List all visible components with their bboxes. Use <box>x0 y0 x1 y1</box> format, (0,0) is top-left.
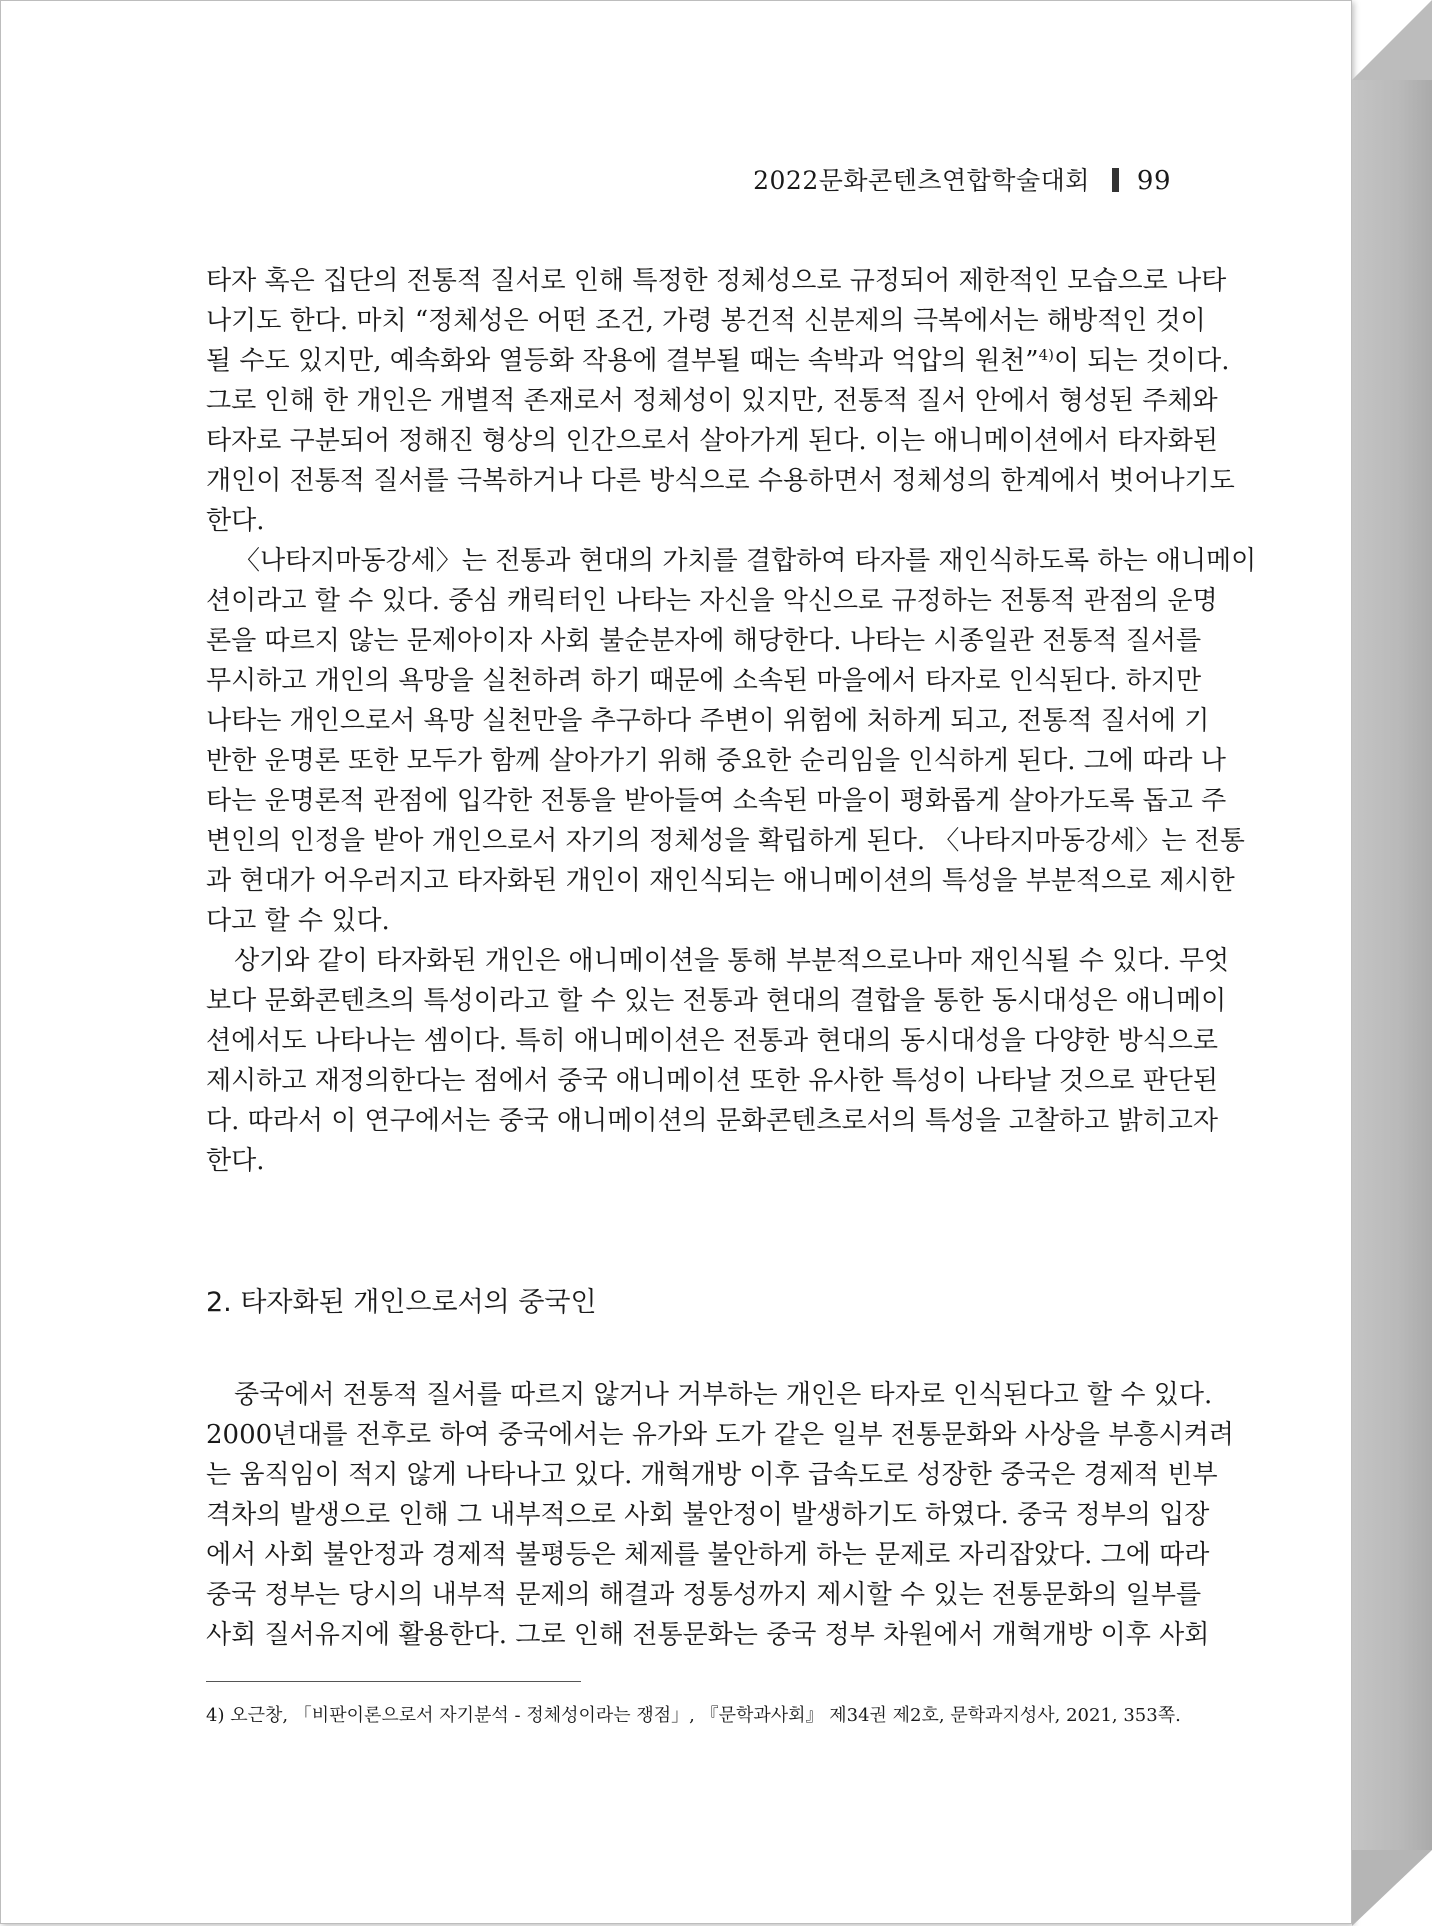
text-line: 될 수도 있지만, 예속화와 열등화 작용에 결부될 때는 속박과 억압의 원천”$^{4)}$이 되는 것이다. <box>206 346 1230 376</box>
text-line: 론을 따르지 않는 문제아이자 사회 불순분자에 해당한다. 나타는 시종일관 전통적 질서를 <box>206 626 1202 656</box>
text-line: 타는 운명론적 관점에 입각한 전통을 받아들여 소속된 마을이 평화롭게 살아가도록 돕고 주 <box>206 786 1227 816</box>
footnote: 4) 오근창, 「비판이론으로서 자기분석 - 정체성이라는 쟁점」, 『문학과사회』 제34권 제2호, 문학과지성사, 2021, 353쪽. <box>206 1705 1181 1726</box>
text-line: 다고 할 수 있다. <box>206 906 390 936</box>
header-separator <box>1112 168 1119 192</box>
text-line: 상기와 같이 타자화된 개인은 애니메이션을 통해 부분적으로나마 재인식될 수 있다. 무엇 <box>234 946 1230 976</box>
text-line: 〈나타지마동강세〉는 전통과 현대의 가치를 결합하여 타자를 재인식하도록 하는 애니메이 <box>234 546 1257 576</box>
text-line: 한다. <box>206 1146 265 1176</box>
text-line: 그로 인해 한 개인은 개별적 존재로서 정체성이 있지만, 전통적 질서 안에서 형성된 주체와 <box>206 386 1218 416</box>
text-line: 나타는 개인으로서 욕망 실천만을 추구하다 주변이 위험에 처하게 되고, 전통적 질서에 기 <box>206 706 1210 736</box>
text-line: 변인의 인정을 받아 개인으로서 자기의 정체성을 확립하게 된다. 〈나타지마동강세〉는 전통 <box>206 826 1245 856</box>
text-line: 격차의 발생으로 인해 그 내부적으로 사회 불안정이 발생하기도 하였다. 중국 정부의 입장 <box>206 1500 1210 1530</box>
running-header <box>1 161 1171 197</box>
section-heading: 2. 타자화된 개인으로서의 중국인 <box>206 1287 597 1318</box>
text-line: 개인이 전통적 질서를 극복하거나 다른 방식으로 수용하면서 정체성의 한계에서 벗어나기도 <box>206 466 1235 496</box>
page-stack-edge-bottom <box>1352 1850 1432 1926</box>
footnote-divider <box>206 1681 581 1682</box>
page-stack-edge <box>1352 80 1432 1850</box>
body-text <box>206 261 1257 1181</box>
text-line: 에서 사회 불안정과 경제적 불평등은 체제를 불안하게 하는 문제로 자리잡았다. 그에 따라 <box>206 1540 1210 1570</box>
header-title: 2022문화콘텐츠연합학술대회 <box>753 166 1090 195</box>
text-line: 반한 운명론 또한 모두가 함께 살아가기 위해 중요한 순리임을 인식하게 된다. 그에 따라 나 <box>206 746 1226 776</box>
text-line: 중국 정부는 당시의 내부적 문제의 해결과 정통성까지 제시할 수 있는 전통문화의 일부를 <box>206 1580 1202 1610</box>
text-line: 무시하고 개인의 욕망을 실천하려 하기 때문에 소속된 마을에서 타자로 인식된다. 하지만 <box>206 666 1202 696</box>
text-line: 는 움직임이 적지 않게 나타나고 있다. 개혁개방 이후 급속도로 성장한 중국은 경제적 빈부 <box>206 1460 1218 1490</box>
text-line: 사회 질서유지에 활용한다. 그로 인해 전통문화는 중국 정부 차원에서 개혁개방 이후 사회 <box>206 1620 1210 1650</box>
footnote-ref[interactable]: 4) <box>1038 346 1054 364</box>
page-number: 99 <box>1136 166 1171 196</box>
page-stack-edge-top <box>1352 0 1432 80</box>
text-line: 한다. <box>206 506 265 536</box>
body-text-section2 <box>206 1375 1234 1655</box>
text-line: 보다 문화콘텐츠의 특성이라고 할 수 있는 전통과 현대의 결합을 통한 동시대성은 애니메이 <box>206 986 1227 1016</box>
text-line: 과 현대가 어우러지고 타자화된 개인이 재인식되는 애니메이션의 특성을 부분적으로 제시한 <box>206 866 1235 896</box>
text-line: 타자 혹은 집단의 전통적 질서로 인해 특정한 정체성으로 규정되어 제한적인 모습으로 나타 <box>206 266 1227 296</box>
text-line: 션이라고 할 수 있다. 중심 캐릭터인 나타는 자신을 악신으로 규정하는 전통적 관점의 운명 <box>206 586 1218 616</box>
text-line: 2000년대를 전후로 하여 중국에서는 유가와 도가 같은 일부 전통문화와 사상을 부흥시켜려 <box>206 1420 1234 1450</box>
text-line: 나기도 한다. 마치 “정체성은 어떤 조건, 가령 봉건적 신분제의 극복에서는 해방적인 것이 <box>206 306 1206 336</box>
text-line: 제시하고 재정의한다는 점에서 중국 애니메이션 또한 유사한 특성이 나타날 것으로 판단된 <box>206 1066 1218 1096</box>
text-line: 션에서도 나타나는 셈이다. 특히 애니메이션은 전통과 현대의 동시대성을 다양한 방식으로 <box>206 1026 1218 1056</box>
text-line: 타자로 구분되어 정해진 형상의 인간으로서 살아가게 된다. 이는 애니메이션에서 타자화된 <box>206 426 1218 456</box>
text-line: 다. 따라서 이 연구에서는 중국 애니메이션의 문화콘텐츠로서의 특성을 고찰하고 밝히고자 <box>206 1106 1218 1136</box>
text-line: 중국에서 전통적 질서를 따르지 않거나 거부하는 개인은 타자로 인식된다고 할 수 있다. <box>234 1380 1213 1410</box>
